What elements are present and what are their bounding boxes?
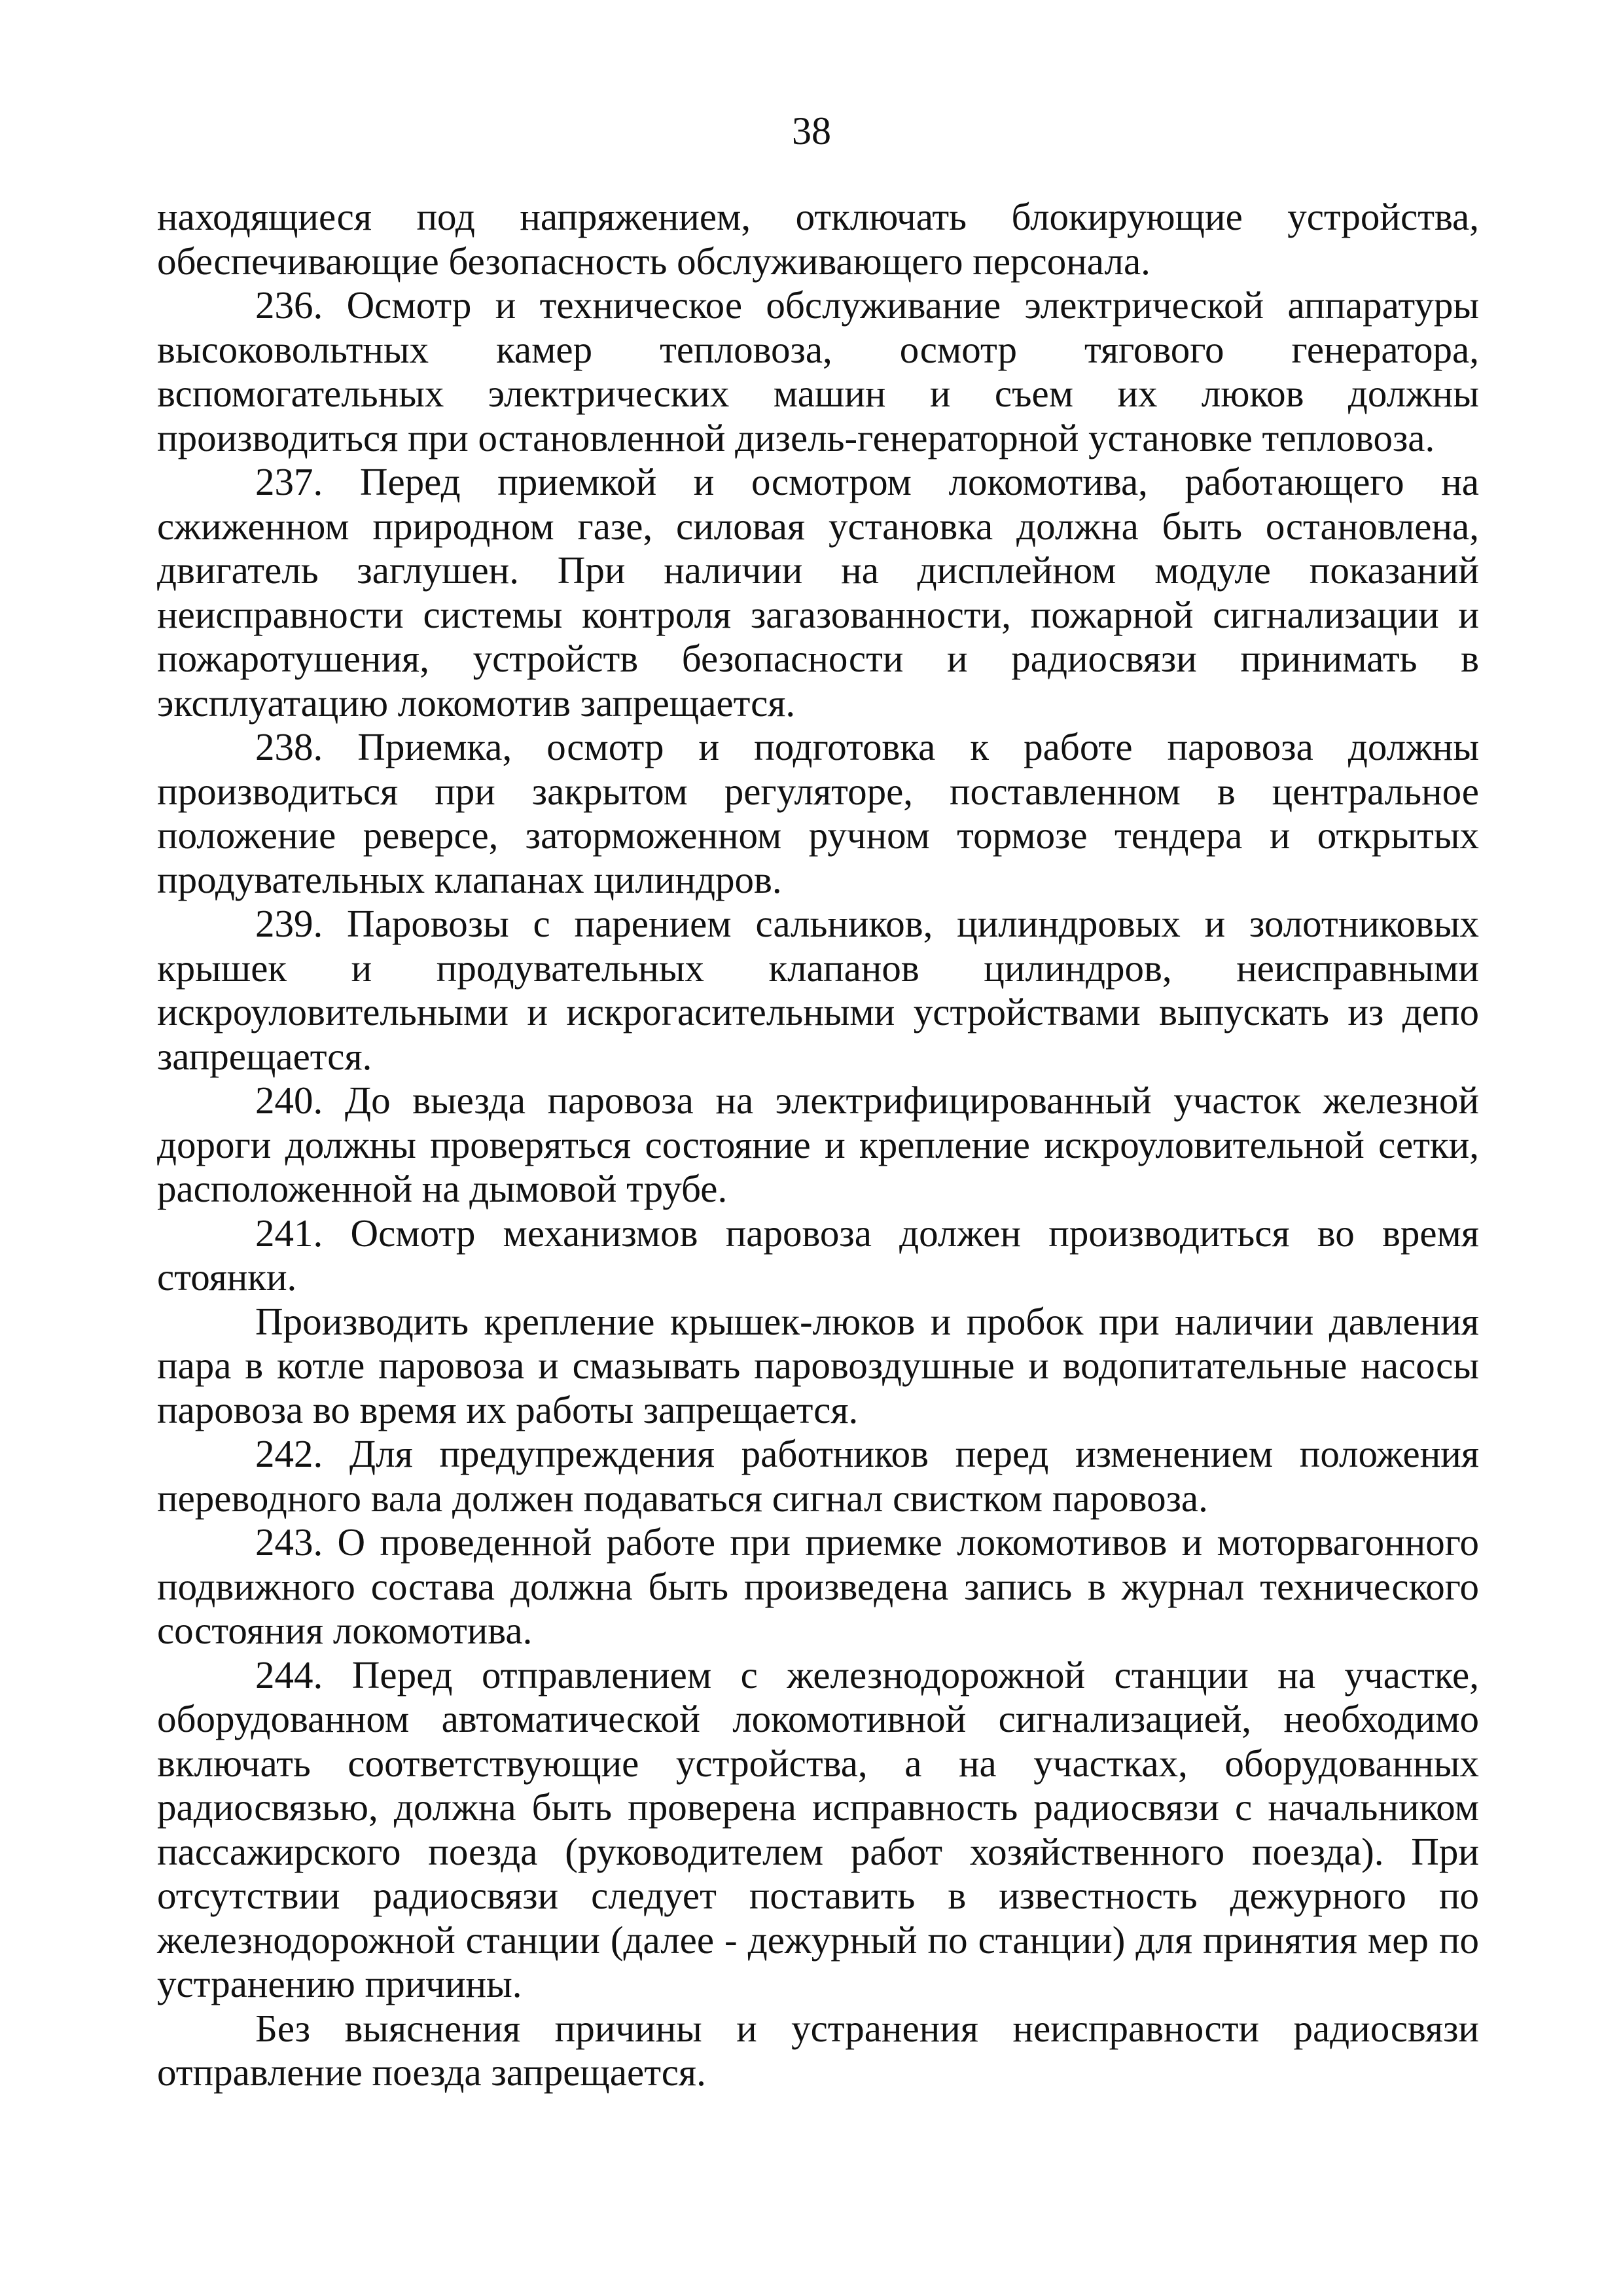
paragraph-continuation: находящиеся под напряжением, отключать блокирующие устройства, обеспечивающие безопасность обслуживающего персонала. <box>157 195 1479 283</box>
paragraph-236: 236. Осмотр и техническое обслуживание электрической аппаратуры высоковольтных камер тепловоза, осмотр тягового генератора, вспомогательных электрических машин и съем их люков должны производиться при остановленной дизель-генераторной установке тепловоза. <box>157 283 1479 459</box>
page-number: 38 <box>792 109 831 152</box>
paragraph-238: 238. Приемка, осмотр и подготовка к работе паровоза должны производиться при закрытом регуляторе, поставленном в центральное положение реверсе, заторможенном ручном тормозе тендера и открытых продувательных клапанах цилиндров. <box>157 725 1479 901</box>
document-body <box>157 195 1479 2095</box>
paragraph-243: 243. О проведенной работе при приемке локомотивов и моторвагонного подвижного состава должна быть произведена запись в журнал технического состояния локомотива. <box>157 1520 1479 1652</box>
paragraph-241-continued: Производить крепление крышек-люков и пробок при наличии давления пара в котле паровоза и смазывать паровоздушные и водопитательные насосы паровоза во время их работы запрещается. <box>157 1299 1479 1431</box>
paragraph-241: 241. Осмотр механизмов паровоза должен производиться во время стоянки. <box>157 1211 1479 1299</box>
paragraph-239: 239. Паровозы с парением сальников, цилиндровых и золотниковых крышек и продувательных клапанов цилиндров, неисправными искроуловительными и искрогасительными устройствами выпускать из депо запрещается. <box>157 902 1479 1078</box>
paragraph-237: 237. Перед приемкой и осмотром локомотива, работающего на сжиженном природном газе, силовая установка должна быть остановлена, двигатель заглушен. При наличии на дисплейном модуле показаний неисправности системы контроля загазованности, пожарной сигнализации и пожаротушения, устройств безопасности и радиосвязи принимать в эксплуатацию локомотив запрещается. <box>157 460 1479 725</box>
paragraph-242: 242. Для предупреждения работников перед изменением положения переводного вала должен подаваться сигнал свистком паровоза. <box>157 1432 1479 1520</box>
paragraph-244: 244. Перед отправлением с железнодорожной станции на участке, оборудованном автоматической локомотивной сигнализацией, необходимо включать соответствующие устройства, а на участках, оборудованных радиосвязью, должна быть проверена исправность радиосвязи с начальником пассажирского поезда (руководителем работ хозяйственного поезда). При отсутствии радиосвязи следует поставить в известность дежурного по железнодорожной станции (далее - дежурный по станции) для принятия мер по устранению причины. <box>157 1653 1479 2005</box>
paragraph-244-continued: Без выяснения причины и устранения неисправности радиосвязи отправление поезда запрещается. <box>157 2006 1479 2094</box>
paragraph-240: 240. До выезда паровоза на электрифицированный участок железной дороги должны проверяться состояние и крепление искроуловительной сетки, расположенной на дымовой трубе. <box>157 1079 1479 1210</box>
